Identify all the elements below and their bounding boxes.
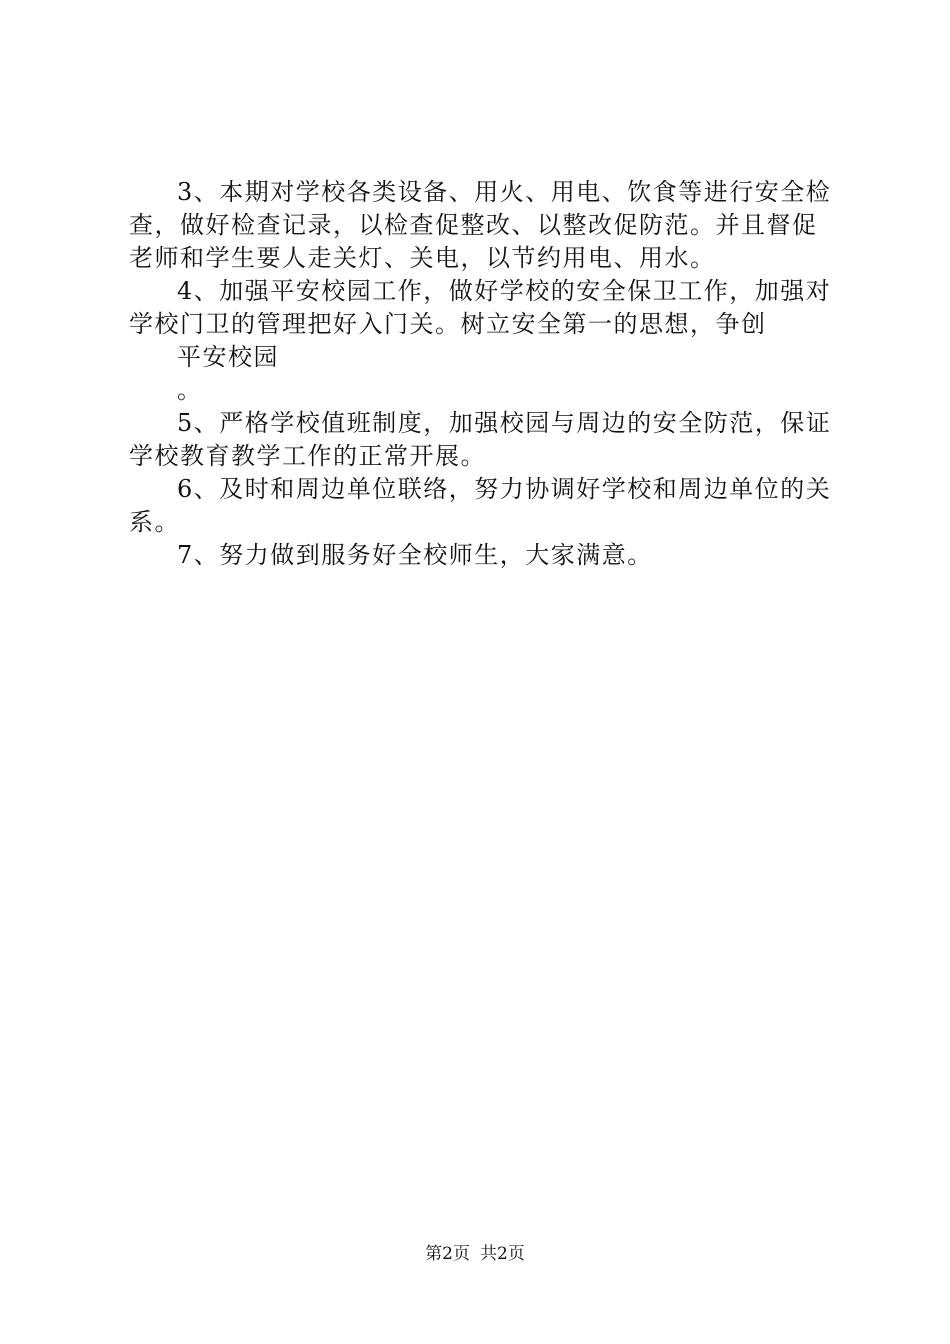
text-line-item-6-start: 6、及时和周边单位联络，努力协调好学校和周边单位的关 [177,475,832,503]
text-line-item-7: 7、努力做到服务好全校师生，大家满意。 [177,541,653,569]
page-footer [0,1242,950,1266]
text-line-item-4-start: 4、加强平安校园工作，做好学校的安全保卫工作，加强对 [177,277,832,305]
text-line-item-3-end: 老师和学生要人走关灯、关电，以节约用电、用水。 [129,244,716,272]
text-line-item-3-start: 3、本期对学校各类设备、用火、用电、饮食等进行安全检 [177,178,832,206]
total-pages-label: 共2页 [480,1244,525,1264]
text-line-item-4-end: 。 [177,376,203,404]
document-body [129,176,833,572]
text-line-item-5-end: 学校教育教学工作的正常开展。 [129,442,486,470]
text-line-item-4-keyword: 平安校园 [177,343,279,371]
text-line-item-4-cont: 学校门卫的管理把好入门关。树立安全第一的思想，争创 [129,310,767,338]
text-line-item-5-start: 5、严格学校值班制度，加强校园与周边的安全防范，保证 [177,409,832,437]
text-line-item-3-cont: 查，做好检查记录，以检查促整改、以整改促防范。并且督促 [129,211,818,239]
current-page-label: 第2页 [425,1244,470,1264]
text-line-item-6-end: 系。 [129,508,180,536]
